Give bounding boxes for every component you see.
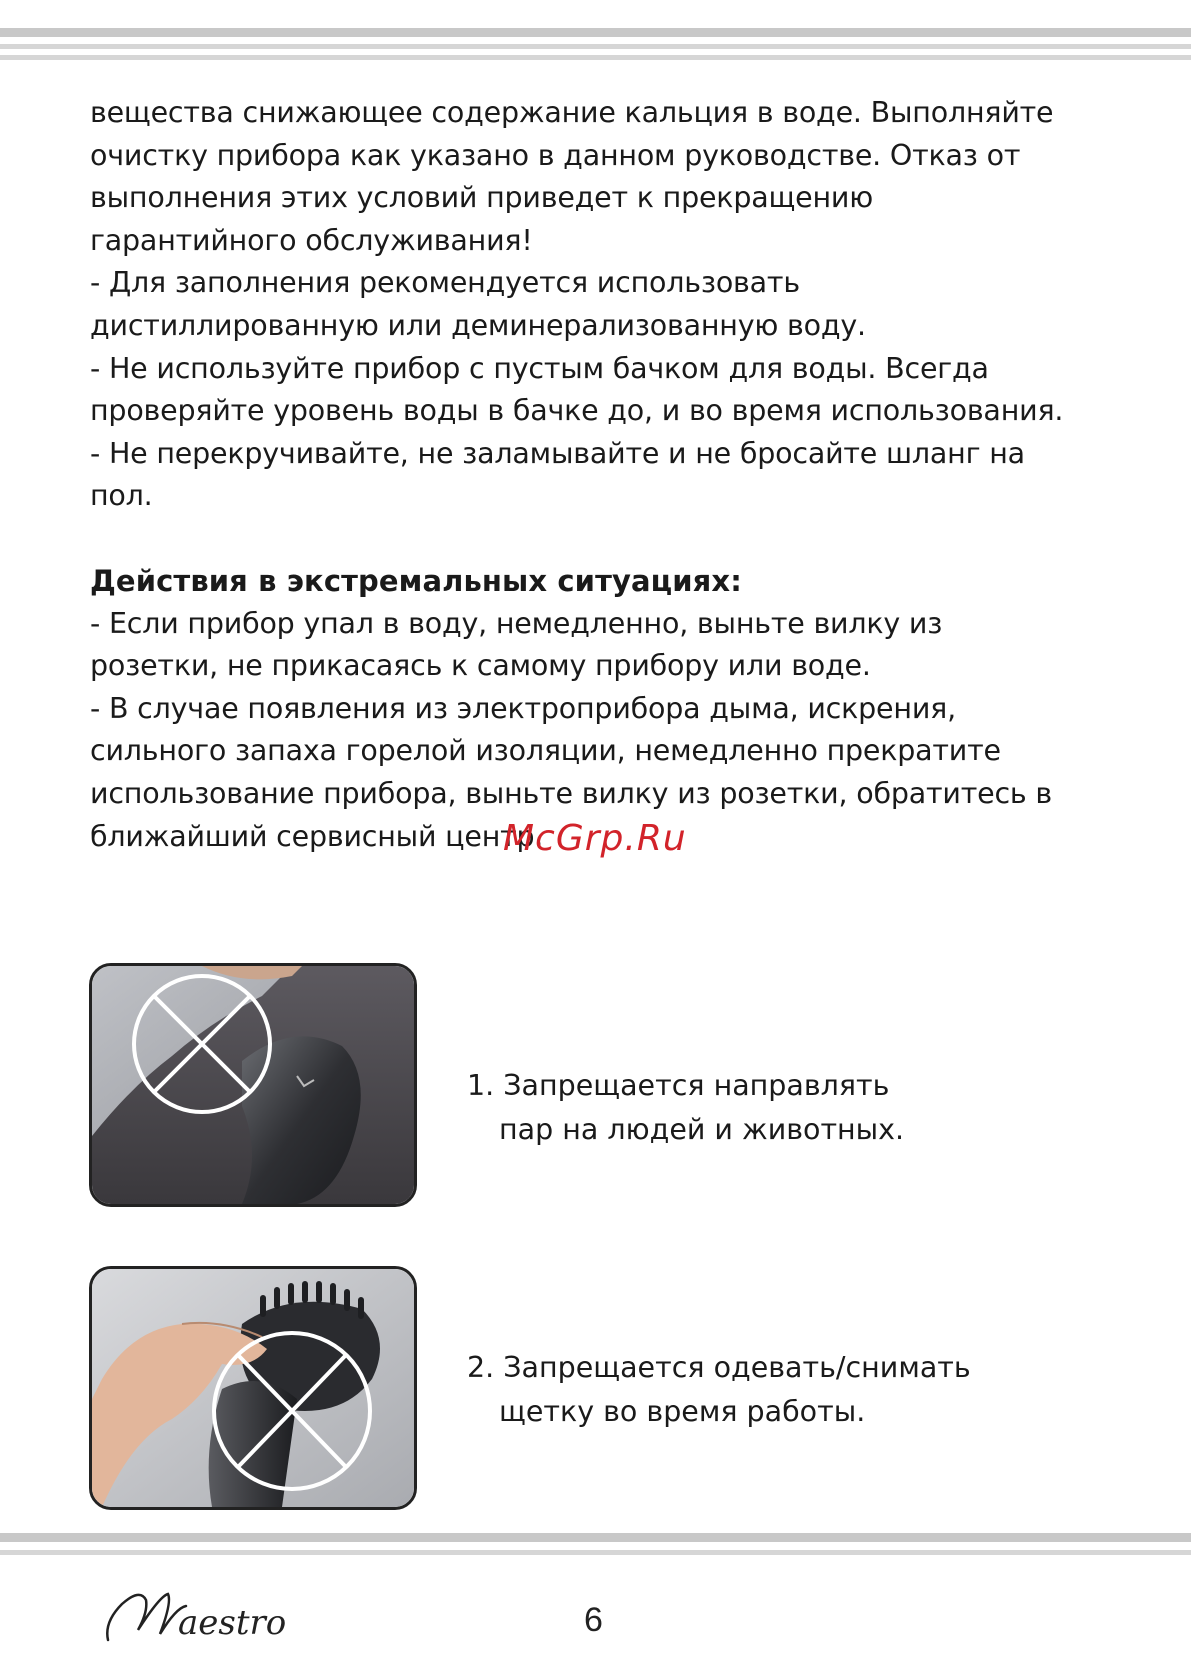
bottom-rule-1: [0, 1533, 1191, 1542]
warning-title: 1. Запрещается направлять: [467, 1069, 890, 1102]
warning-text: пар на людей и животных.: [499, 1113, 905, 1146]
body-line: проверяйте уровень воды в бачке до, и во время использования.: [90, 394, 1064, 428]
page-number: 6: [584, 1601, 603, 1639]
warning-caption-1: [467, 1064, 904, 1152]
emergency-line: сильного запаха горелой изоляции, немедленно прекратите: [90, 734, 1001, 768]
body-line: вещества снижающее содержание кальция в воде. Выполняйте: [90, 96, 1054, 129]
bottom-rule-2: [0, 1550, 1191, 1555]
main-text: [90, 92, 1150, 858]
body-line: пол.: [90, 479, 153, 513]
warning-caption-2: [467, 1346, 971, 1434]
emergency-line: - Если прибор упал в воду, немедленно, выньте вилку из: [90, 606, 943, 640]
body-line: - Для заполнения рекомендуется использовать: [90, 266, 800, 300]
body-line: гарантийного обслуживания!: [90, 223, 533, 257]
body-line: очистку прибора как указано в данном руководстве. Отказ от: [90, 138, 1021, 172]
body-line: выполнения этих условий приведет к прекращению: [90, 181, 873, 215]
logo-text: aestro: [178, 1603, 287, 1643]
warning-text: щетку во время работы.: [499, 1395, 866, 1428]
body-line: - Не используйте прибор с пустым бачком для воды. Всегда: [90, 351, 989, 385]
body-line: - Не перекручивайте, не заламывайте и не бросайте шланг на: [90, 436, 1025, 470]
emergency-line: ближайший сервисный центр.: [90, 819, 544, 853]
emergency-line: использование прибора, выньте вилку из розетки, обратитесь в: [90, 776, 1052, 810]
watermark: McGrp.Ru: [503, 818, 687, 859]
top-rule-3: [0, 55, 1191, 60]
warning-photo-2: [89, 1266, 417, 1510]
section-heading: Действия в экстремальных ситуациях:: [90, 563, 742, 598]
warning-title: 2. Запрещается одевать/снимать: [467, 1351, 971, 1384]
brand-logo: [102, 1582, 292, 1652]
emergency-line: - В случае появления из электроприбора дыма, искрения,: [90, 691, 956, 725]
top-rule-2: [0, 44, 1191, 49]
warning-photo-1: [89, 963, 417, 1207]
body-line: дистиллированную или деминерализованную воду.: [90, 308, 866, 342]
top-rule-1: [0, 28, 1191, 37]
emergency-line: розетки, не прикасаясь к самому прибору или воде.: [90, 649, 871, 683]
